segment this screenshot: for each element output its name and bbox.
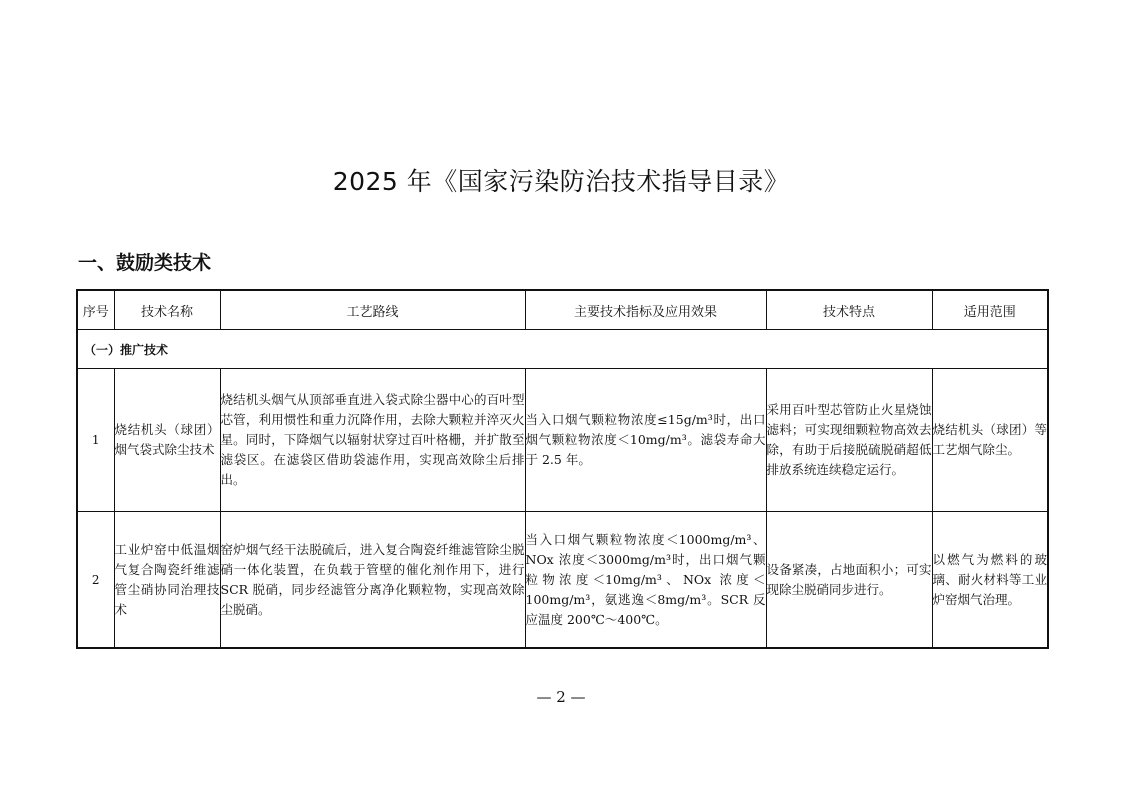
indicators: 当入口烟气颗粒物浓度≤15g/m³时，出口烟气颗粒物浓度＜10mg/m³。滤袋寿命大于 2.5 年。 [525, 369, 766, 512]
technology-name: 工业炉窑中低温烟气复合陶瓷纤维滤管尘硝协同治理技术 [114, 512, 220, 649]
header-name: 技术名称 [114, 290, 220, 330]
scope: 以燃气为燃料的玻璃、耐火材料等工业炉窑烟气治理。 [932, 512, 1048, 649]
technology-table [76, 289, 1049, 649]
header-process: 工艺路线 [220, 290, 525, 330]
technology-name: 烧结机头（球团）烟气袋式除尘技术 [114, 369, 220, 512]
subsection-row [77, 330, 1048, 369]
table-row [77, 512, 1048, 649]
subsection-label: （一）推广技术 [77, 330, 1048, 369]
scope: 烧结机头（球团）等工艺烟气除尘。 [932, 369, 1048, 512]
process-route: 烧结机头烟气从顶部垂直进入袋式除尘器中心的百叶型芯管，利用惯性和重力沉降作用，去除大颗粒并淬灭火星。同时，下降烟气以辐射状穿过百叶格栅，并扩散至滤袋区。在滤袋区借助袋滤作用，实现高效除尘后排出。 [220, 369, 525, 512]
table-row [77, 369, 1048, 512]
features: 设备紧凑，占地面积小；可实现除尘脱硝同步进行。 [766, 512, 932, 649]
header-no: 序号 [77, 290, 114, 330]
page-number: — 2 — [536, 688, 586, 706]
row-number: 1 [77, 369, 114, 512]
section-heading: 一、鼓励类技术 [78, 252, 212, 274]
document-title: 2025 年《国家污染防治技术指导目录》 [332, 167, 790, 196]
features: 采用百叶型芯管防止火星烧蚀滤料；可实现细颗粒物高效去除，有助于后接脱硫脱硝超低排放系统连续稳定运行。 [766, 369, 932, 512]
header-features: 技术特点 [766, 290, 932, 330]
table-header-row [77, 290, 1048, 330]
row-number: 2 [77, 512, 114, 649]
header-indicators: 主要技术指标及应用效果 [525, 290, 766, 330]
indicators: 当入口烟气颗粒物浓度＜1000mg/m³、NOx 浓度＜3000mg/m³时，出口烟气颗粒物浓度＜10mg/m³、NOx 浓度＜100mg/m³，氨逃逸＜8mg/m³。SCR 反应温度 200℃～400℃。 [525, 512, 766, 649]
header-scope: 适用范围 [932, 290, 1048, 330]
process-route: 窑炉烟气经干法脱硫后，进入复合陶瓷纤维滤管除尘脱硝一体化装置，在负载于管壁的催化剂作用下，进行 SCR 脱硝，同步经滤管分离净化颗粒物，实现高效除尘脱硝。 [220, 512, 525, 649]
